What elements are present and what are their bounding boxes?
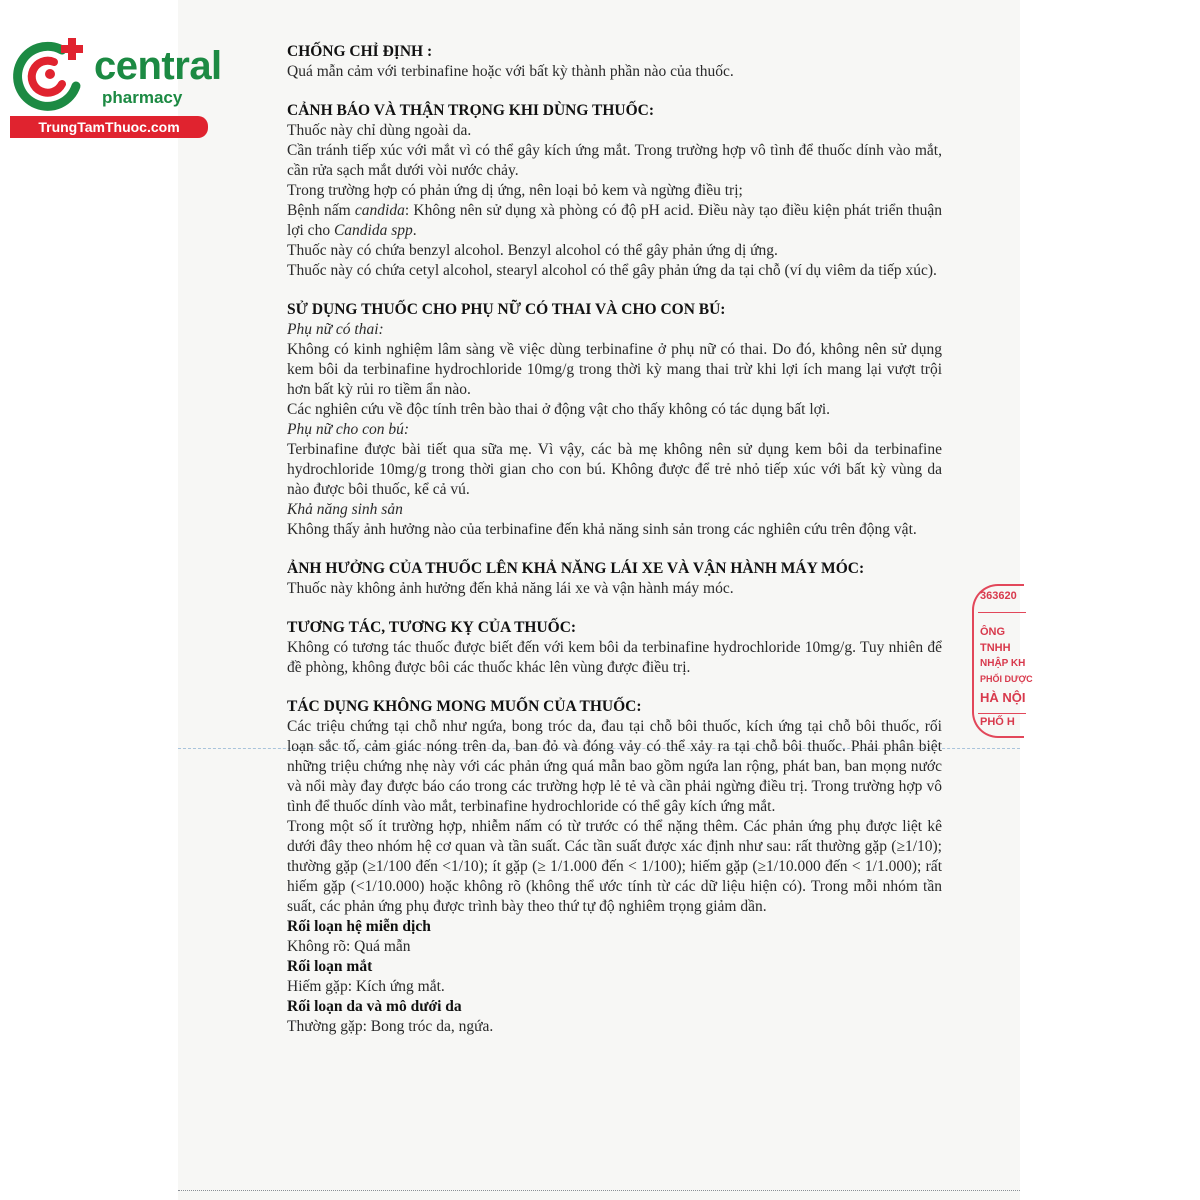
section-interactions xyxy=(287,618,942,678)
stamp-text: NHẬP KH xyxy=(980,658,1026,669)
paragraph: Cần tránh tiếp xúc với mắt vì có thể gây kích ứng mắt. Trong trường hợp vô tình để thuốc dính vào mắt, cần rửa sạch mắt dưới vòi nước chảy. xyxy=(287,142,942,179)
text-run: . xyxy=(412,222,417,239)
section-adverse-effects xyxy=(287,697,942,1037)
paragraph: Quá mẫn cảm với terbinafine hoặc với bất kỳ thành phần nào của thuốc. xyxy=(287,63,734,80)
paragraph: Thuốc này có chứa cetyl alcohol, stearyl alcohol có thể gây phản ứng da tại chỗ (ví dụ viêm da tiếp xúc). xyxy=(287,262,937,279)
pharmacy-cross-icon xyxy=(10,36,90,116)
subheading: Phụ nữ có thai: xyxy=(287,321,384,338)
section-heading: TƯƠNG TÁC, TƯƠNG KỴ CỦA THUỐC: xyxy=(287,619,577,636)
paragraph: Không có tương tác thuốc được biết đến với kem bôi da terbinafine hydrochloride 10mg/g. Tuy nhiên để đề phòng, không được bôi các thuốc khác lên vùng được điều trị. xyxy=(287,639,942,676)
paragraph: Trong một số ít trường hợp, nhiễm nấm có từ trước có thể nặng thêm. Các phản ứng phụ được liệt kê dưới đây theo nhóm hệ cơ quan và tần suất. Các tần suất được xác định như sau: rất thường gặp (≥1/10); thường gặp (≥1/100 đến <1/10); ít gặp (≥ 1/1.000 đến < 1/100); hiếm gặp (≥1/10.000 đến < 1/1.000); rất hiếm gặp (<1/10.000) hoặc không rõ (không thể ước tính từ các dữ liệu hiện có). Trong mỗi nhóm tần suất, các phản ứng phụ được trình bày theo thứ tự độ nghiêm trọng giảm dần. xyxy=(287,818,942,915)
stamp-text: 363620 xyxy=(980,590,1017,602)
paragraph: Thuốc này chỉ dùng ngoài da. xyxy=(287,122,472,139)
section-heading: ẢNH HƯỞNG CỦA THUỐC LÊN KHẢ NĂNG LÁI XE VÀ VẬN HÀNH MÁY MÓC: xyxy=(287,560,865,577)
stamp-text: TNHH xyxy=(980,642,1011,654)
section-contraindications xyxy=(287,42,942,82)
effect-group-text: Thường gặp: Bong tróc da, ngứa. xyxy=(287,1018,494,1035)
central-pharmacy-logo[interactable] xyxy=(10,36,222,136)
brand-subtitle: pharmacy xyxy=(102,88,183,107)
paragraph: Không có kinh nghiệm lâm sàng về việc dùng terbinafine ở phụ nữ có thai. Do đó, không nên sử dụng kem bôi da terbinafine hydrochloride 10mg/g trong thời kỳ mang thai trừ khi lợi ích mang lại vượt trội hơn bất kỳ rủi ro tiềm ẩn nào. xyxy=(287,341,942,398)
italic-term: Candida spp xyxy=(333,222,413,239)
subheading: Phụ nữ cho con bú: xyxy=(287,421,410,438)
stamp-text: PHỐ H xyxy=(980,716,1015,728)
stamp-text: ÔNG xyxy=(980,626,1006,638)
document-body xyxy=(287,42,942,1056)
section-driving xyxy=(287,559,942,599)
section-heading: CHỐNG CHỈ ĐỊNH : xyxy=(287,43,433,60)
section-heading: TÁC DỤNG KHÔNG MONG MUỐN CỦA THUỐC: xyxy=(287,698,642,715)
section-pregnancy xyxy=(287,300,942,540)
paragraph: Các triệu chứng tại chỗ như ngứa, bong tróc da, đau tại chỗ bôi thuốc, kích ứng tại chỗ bôi thuốc, rối loạn sắc tố, cảm giác nóng trên da, ban đỏ và đóng vảy có thể xảy ra tại chỗ bôi thuốc. Phải phân biệt những triệu chứng nhẹ này với các phản ứng quá mẫn bao gồm ngứa lan rộng, phát ban, ban mọng nước và nổi mày đay được báo cáo trong các trường hợp lẻ tẻ và cần phải ngừng điều trị. Trong trường hợp vô tình để thuốc dính vào mắt, terbinafine hydrochloride có thể gây kích ứng mắt. xyxy=(287,718,942,815)
section-heading: CẢNH BÁO VÀ THẬN TRỌNG KHI DÙNG THUỐC: xyxy=(287,102,655,119)
section-heading: SỬ DỤNG THUỐC CHO PHỤ NỮ CÓ THAI VÀ CHO CON BÚ: xyxy=(287,301,726,318)
subheading: Khả năng sinh sản xyxy=(287,501,403,518)
effect-group-title: Rối loạn hệ miễn dịch xyxy=(287,918,431,935)
page-bottom-edge xyxy=(178,1190,1020,1197)
text-run: : Không nên sử dụng xà phòng có độ pH acid. Điều này tạo điều kiện phát triển thuận lợi cho xyxy=(287,202,942,239)
paragraph: Thuốc này không ảnh hưởng đến khả năng lái xe và vận hành máy móc. xyxy=(287,580,734,597)
stamp-text: PHỐI DƯỢC xyxy=(980,674,1033,684)
paragraph: Terbinafine được bài tiết qua sữa mẹ. Vì vậy, các bà mẹ không nên sử dụng kem bôi da terbinafine hydrochloride 10mg/g trong thời gian cho con bú. Không được để trẻ nhỏ tiếp xúc với bất kỳ vùng da nào được bôi thuốc, kể cả vú. xyxy=(287,441,942,498)
paragraph: Thuốc này có chứa benzyl alcohol. Benzyl alcohol có thể gây phản ứng dị ứng. xyxy=(287,242,778,259)
effect-group-title: Rối loạn da và mô dưới da xyxy=(287,998,462,1015)
effect-group-title: Rối loạn mắt xyxy=(287,958,373,975)
italic-term: candida xyxy=(354,202,405,219)
paragraph-candida xyxy=(287,201,942,241)
paragraph: Các nghiên cứu về độc tính trên bào thai ở động vật cho thấy không có tác dụng bất lợi. xyxy=(287,401,831,418)
text-run: Bệnh nấm xyxy=(287,202,355,219)
effect-group-text: Không rõ: Quá mẫn xyxy=(287,938,411,955)
paragraph: Không thấy ảnh hưởng nào của terbinafine đến khả năng sinh sản trong các nghiên cứu trên động vật. xyxy=(287,521,917,538)
company-stamp xyxy=(972,584,1033,738)
brand-name: central xyxy=(94,44,222,88)
section-warnings xyxy=(287,101,942,281)
brand-url-link[interactable]: TrungTamThuoc.com xyxy=(10,116,208,138)
stamp-text: HÀ NỘI xyxy=(980,690,1026,705)
effect-group-text: Hiếm gặp: Kích ứng mắt. xyxy=(287,978,445,995)
paragraph: Trong trường hợp có phản ứng dị ứng, nên loại bỏ kem và ngừng điều trị; xyxy=(287,182,743,199)
